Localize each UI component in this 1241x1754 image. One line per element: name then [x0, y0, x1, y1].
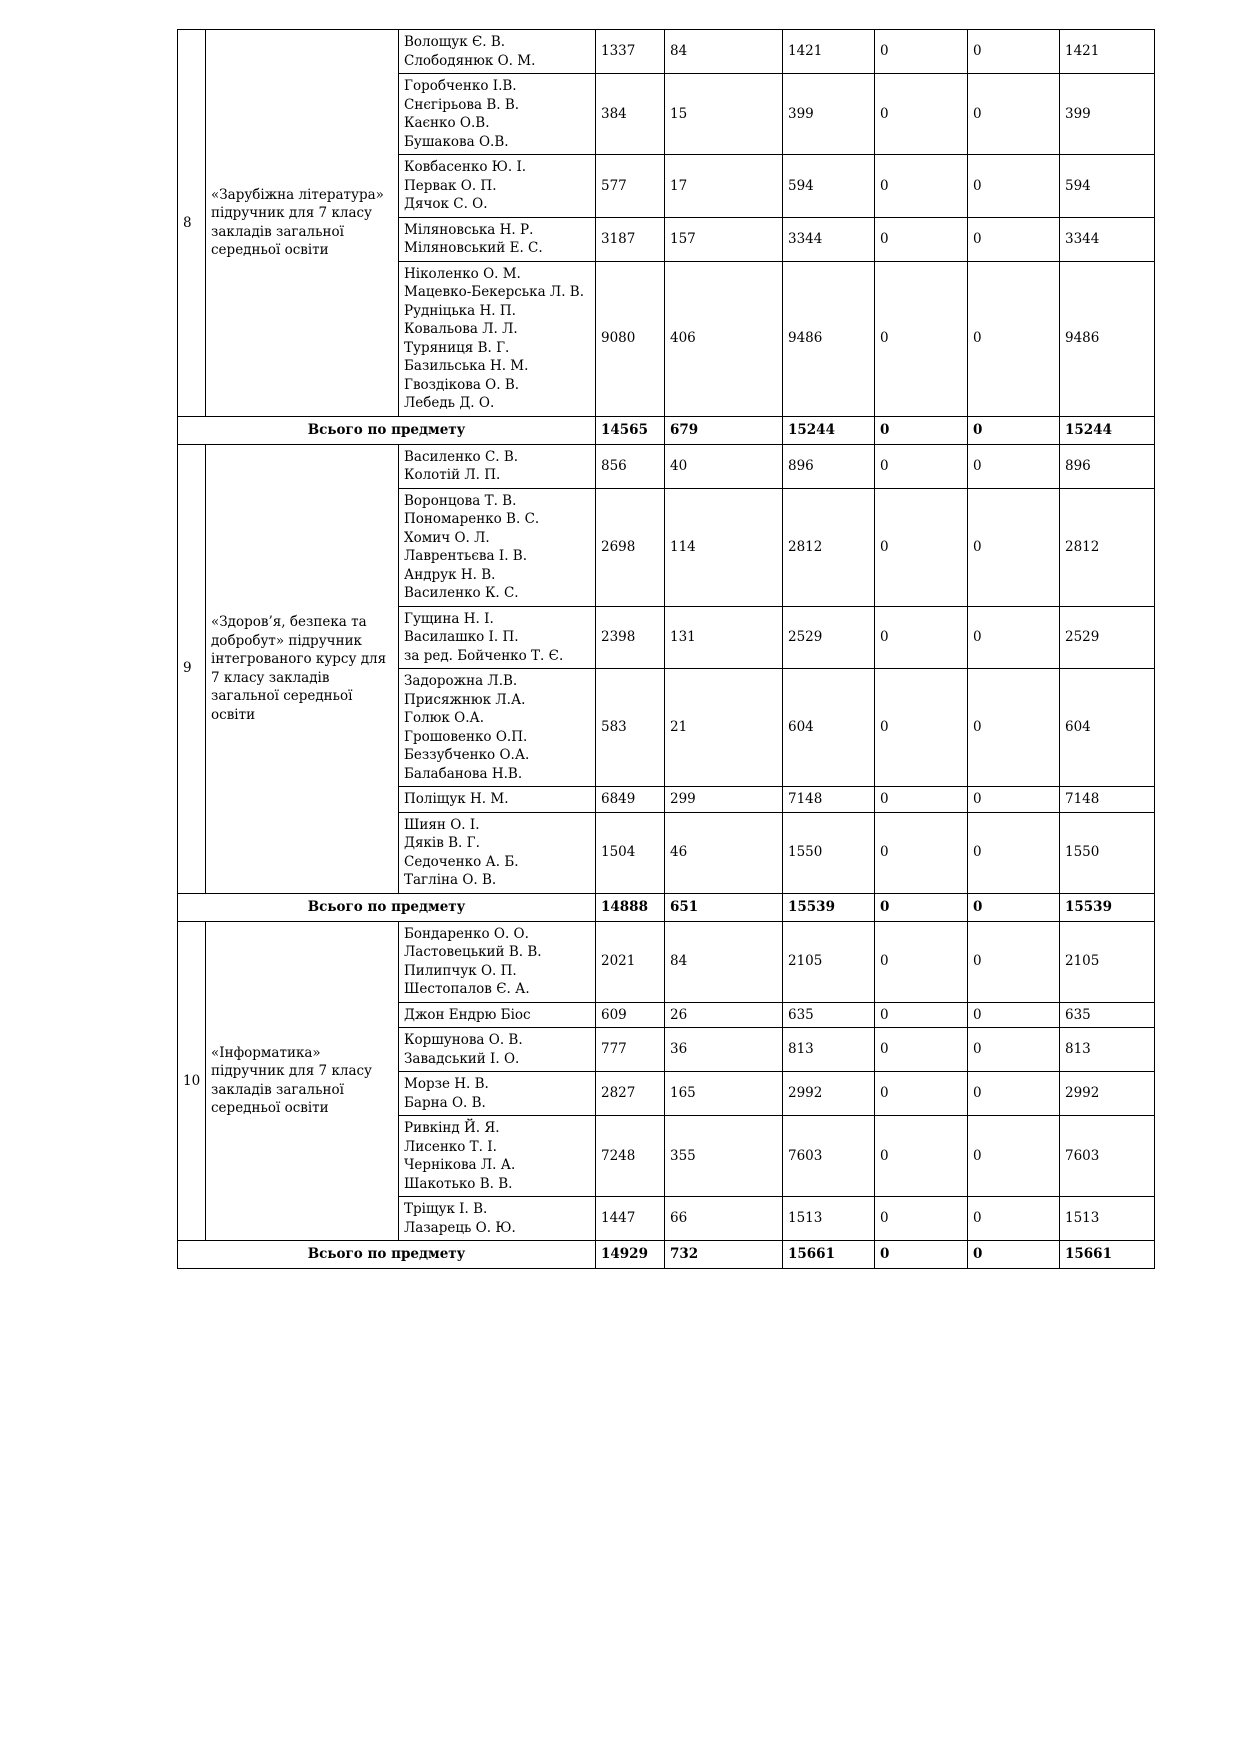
value-cell: 0 — [875, 669, 968, 787]
authors-cell: Морзе Н. В. Барна О. В. — [399, 1072, 596, 1116]
value-cell: 40 — [665, 444, 783, 488]
total-value-cell: 15661 — [783, 1241, 875, 1269]
subject-title: «Інформатика» підручник для 7 класу закладів загальної середньої освіти — [206, 921, 399, 1241]
value-cell: 3344 — [783, 217, 875, 261]
subject-number: 9 — [178, 444, 206, 893]
value-cell: 0 — [968, 812, 1060, 893]
value-cell: 609 — [596, 1002, 665, 1028]
value-cell: 0 — [968, 669, 1060, 787]
value-cell: 0 — [875, 1072, 968, 1116]
value-cell: 1550 — [783, 812, 875, 893]
value-cell: 2812 — [783, 488, 875, 606]
value-cell: 66 — [665, 1197, 783, 1241]
authors-cell: Воронцова Т. В. Пономаренко В. С. Хомич О. Л. Лаврентьєва І. В. Андрук Н. В. Василенко К. С. — [399, 488, 596, 606]
total-value-cell: 14565 — [596, 416, 665, 444]
value-cell: 9486 — [783, 261, 875, 416]
value-cell: 0 — [968, 74, 1060, 155]
authors-cell: Бондаренко О. О. Ластовецький В. В. Пилипчук О. П. Шестопалов Є. А. — [399, 921, 596, 1002]
value-cell: 0 — [968, 217, 1060, 261]
value-cell: 0 — [968, 1197, 1060, 1241]
value-cell: 114 — [665, 488, 783, 606]
value-cell: 0 — [875, 606, 968, 669]
value-cell: 26 — [665, 1002, 783, 1028]
value-cell: 2105 — [783, 921, 875, 1002]
total-value-cell: 679 — [665, 416, 783, 444]
value-cell: 0 — [875, 1002, 968, 1028]
value-cell: 0 — [875, 217, 968, 261]
value-cell: 1421 — [1060, 30, 1155, 74]
subject-number: 10 — [178, 921, 206, 1241]
value-cell: 1513 — [1060, 1197, 1155, 1241]
textbook-distribution-table — [177, 29, 1155, 1269]
value-cell: 46 — [665, 812, 783, 893]
value-cell: 0 — [968, 261, 1060, 416]
value-cell: 1550 — [1060, 812, 1155, 893]
value-cell: 3344 — [1060, 217, 1155, 261]
value-cell: 2827 — [596, 1072, 665, 1116]
value-cell: 9080 — [596, 261, 665, 416]
total-value-cell: 15244 — [1060, 416, 1155, 444]
authors-cell: Міляновська Н. Р. Міляновський Е. С. — [399, 217, 596, 261]
value-cell: 2698 — [596, 488, 665, 606]
value-cell: 7248 — [596, 1116, 665, 1197]
value-cell: 1337 — [596, 30, 665, 74]
value-cell: 36 — [665, 1028, 783, 1072]
value-cell: 399 — [783, 74, 875, 155]
authors-cell: Коршунова О. В. Завадський І. О. — [399, 1028, 596, 1072]
value-cell: 0 — [968, 921, 1060, 1002]
value-cell: 813 — [1060, 1028, 1155, 1072]
value-cell: 0 — [968, 1116, 1060, 1197]
authors-cell: Василенко С. В. Колотій Л. П. — [399, 444, 596, 488]
value-cell: 0 — [875, 488, 968, 606]
value-cell: 0 — [875, 921, 968, 1002]
value-cell: 1513 — [783, 1197, 875, 1241]
value-cell: 21 — [665, 669, 783, 787]
value-cell: 2021 — [596, 921, 665, 1002]
value-cell: 896 — [1060, 444, 1155, 488]
value-cell: 2398 — [596, 606, 665, 669]
value-cell: 0 — [875, 155, 968, 218]
value-cell: 384 — [596, 74, 665, 155]
value-cell: 0 — [968, 444, 1060, 488]
value-cell: 0 — [968, 488, 1060, 606]
value-cell: 0 — [875, 261, 968, 416]
value-cell: 84 — [665, 921, 783, 1002]
total-value-cell: 15661 — [1060, 1241, 1155, 1269]
value-cell: 583 — [596, 669, 665, 787]
total-value-cell: 14929 — [596, 1241, 665, 1269]
value-cell: 0 — [875, 1197, 968, 1241]
value-cell: 6849 — [596, 787, 665, 813]
subject-title: «Здоров’я, безпека та добробут» підручник інтегрованого курсу для 7 класу закладів загальної середньої освіти — [206, 444, 399, 893]
value-cell: 594 — [783, 155, 875, 218]
authors-cell: Поліщук Н. М. — [399, 787, 596, 813]
authors-cell: Тріщук І. В. Лазарець О. Ю. — [399, 1197, 596, 1241]
value-cell: 635 — [1060, 1002, 1155, 1028]
value-cell: 2529 — [783, 606, 875, 669]
value-cell: 2992 — [783, 1072, 875, 1116]
authors-cell: Джон Ендрю Біос — [399, 1002, 596, 1028]
value-cell: 0 — [968, 1002, 1060, 1028]
value-cell: 896 — [783, 444, 875, 488]
value-cell: 157 — [665, 217, 783, 261]
value-cell: 0 — [968, 155, 1060, 218]
value-cell: 0 — [875, 444, 968, 488]
value-cell: 0 — [968, 1072, 1060, 1116]
table-row — [178, 444, 1155, 488]
total-label: Всього по предмету — [178, 893, 596, 921]
value-cell: 7148 — [783, 787, 875, 813]
value-cell: 17 — [665, 155, 783, 218]
authors-cell: Гущина Н. І. Василашко І. П. за ред. Бойченко Т. Є. — [399, 606, 596, 669]
value-cell: 7603 — [1060, 1116, 1155, 1197]
authors-cell: Волощук Є. В. Слободянюк О. М. — [399, 30, 596, 74]
value-cell: 355 — [665, 1116, 783, 1197]
value-cell: 0 — [875, 30, 968, 74]
authors-cell: Ніколенко О. М. Мацевко-Бекерська Л. В. Рудніцька Н. П. Ковальова Л. Л. Туряниця В. Г. Базильська Н. М. Гвоздікова О. В. Лебедь Д. О. — [399, 261, 596, 416]
value-cell: 0 — [968, 606, 1060, 669]
value-cell: 7148 — [1060, 787, 1155, 813]
value-cell: 2812 — [1060, 488, 1155, 606]
subject-title: «Зарубіжна література» підручник для 7 класу закладів загальної середньої освіти — [206, 30, 399, 417]
value-cell: 399 — [1060, 74, 1155, 155]
value-cell: 0 — [968, 30, 1060, 74]
authors-cell: Задорожна Л.В. Присяжнюк Л.А. Голюк О.А. Грошовенко О.П. Беззубченко О.А. Балабанова Н.В. — [399, 669, 596, 787]
total-value-cell: 0 — [875, 1241, 968, 1269]
value-cell: 604 — [783, 669, 875, 787]
value-cell: 0 — [875, 812, 968, 893]
value-cell: 406 — [665, 261, 783, 416]
total-value-cell: 15244 — [783, 416, 875, 444]
value-cell: 3187 — [596, 217, 665, 261]
value-cell: 2992 — [1060, 1072, 1155, 1116]
value-cell: 594 — [1060, 155, 1155, 218]
value-cell: 813 — [783, 1028, 875, 1072]
value-cell: 0 — [875, 74, 968, 155]
authors-cell: Ривкінд Й. Я. Лисенко Т. І. Чернікова Л. А. Шакотько В. В. — [399, 1116, 596, 1197]
authors-cell: Шиян О. І. Дяків В. Г. Седоченко А. Б. Тагліна О. В. — [399, 812, 596, 893]
value-cell: 165 — [665, 1072, 783, 1116]
total-value-cell: 14888 — [596, 893, 665, 921]
value-cell: 2105 — [1060, 921, 1155, 1002]
value-cell: 2529 — [1060, 606, 1155, 669]
total-value-cell: 651 — [665, 893, 783, 921]
value-cell: 635 — [783, 1002, 875, 1028]
value-cell: 1447 — [596, 1197, 665, 1241]
value-cell: 299 — [665, 787, 783, 813]
value-cell: 7603 — [783, 1116, 875, 1197]
value-cell: 1421 — [783, 30, 875, 74]
total-value-cell: 15539 — [1060, 893, 1155, 921]
table-body — [178, 30, 1155, 1269]
value-cell: 0 — [875, 1116, 968, 1197]
table-row — [178, 30, 1155, 74]
subject-total-row — [178, 416, 1155, 444]
total-label: Всього по предмету — [178, 1241, 596, 1269]
value-cell: 0 — [968, 787, 1060, 813]
value-cell: 1504 — [596, 812, 665, 893]
total-value-cell: 0 — [875, 416, 968, 444]
value-cell: 577 — [596, 155, 665, 218]
total-value-cell: 15539 — [783, 893, 875, 921]
authors-cell: Ковбасенко Ю. І. Первак О. П. Дячок С. О. — [399, 155, 596, 218]
total-value-cell: 0 — [968, 416, 1060, 444]
authors-cell: Горобченко І.В. Снєгірьова В. В. Каєнко О.В. Бушакова О.В. — [399, 74, 596, 155]
value-cell: 9486 — [1060, 261, 1155, 416]
subject-total-row — [178, 893, 1155, 921]
total-value-cell: 0 — [968, 1241, 1060, 1269]
value-cell: 777 — [596, 1028, 665, 1072]
value-cell: 0 — [875, 1028, 968, 1072]
value-cell: 604 — [1060, 669, 1155, 787]
value-cell: 0 — [875, 787, 968, 813]
table-row — [178, 921, 1155, 1002]
value-cell: 84 — [665, 30, 783, 74]
total-value-cell: 0 — [968, 893, 1060, 921]
value-cell: 131 — [665, 606, 783, 669]
total-value-cell: 732 — [665, 1241, 783, 1269]
value-cell: 15 — [665, 74, 783, 155]
subject-number: 8 — [178, 30, 206, 417]
subject-total-row — [178, 1241, 1155, 1269]
total-label: Всього по предмету — [178, 416, 596, 444]
value-cell: 0 — [968, 1028, 1060, 1072]
total-value-cell: 0 — [875, 893, 968, 921]
value-cell: 856 — [596, 444, 665, 488]
